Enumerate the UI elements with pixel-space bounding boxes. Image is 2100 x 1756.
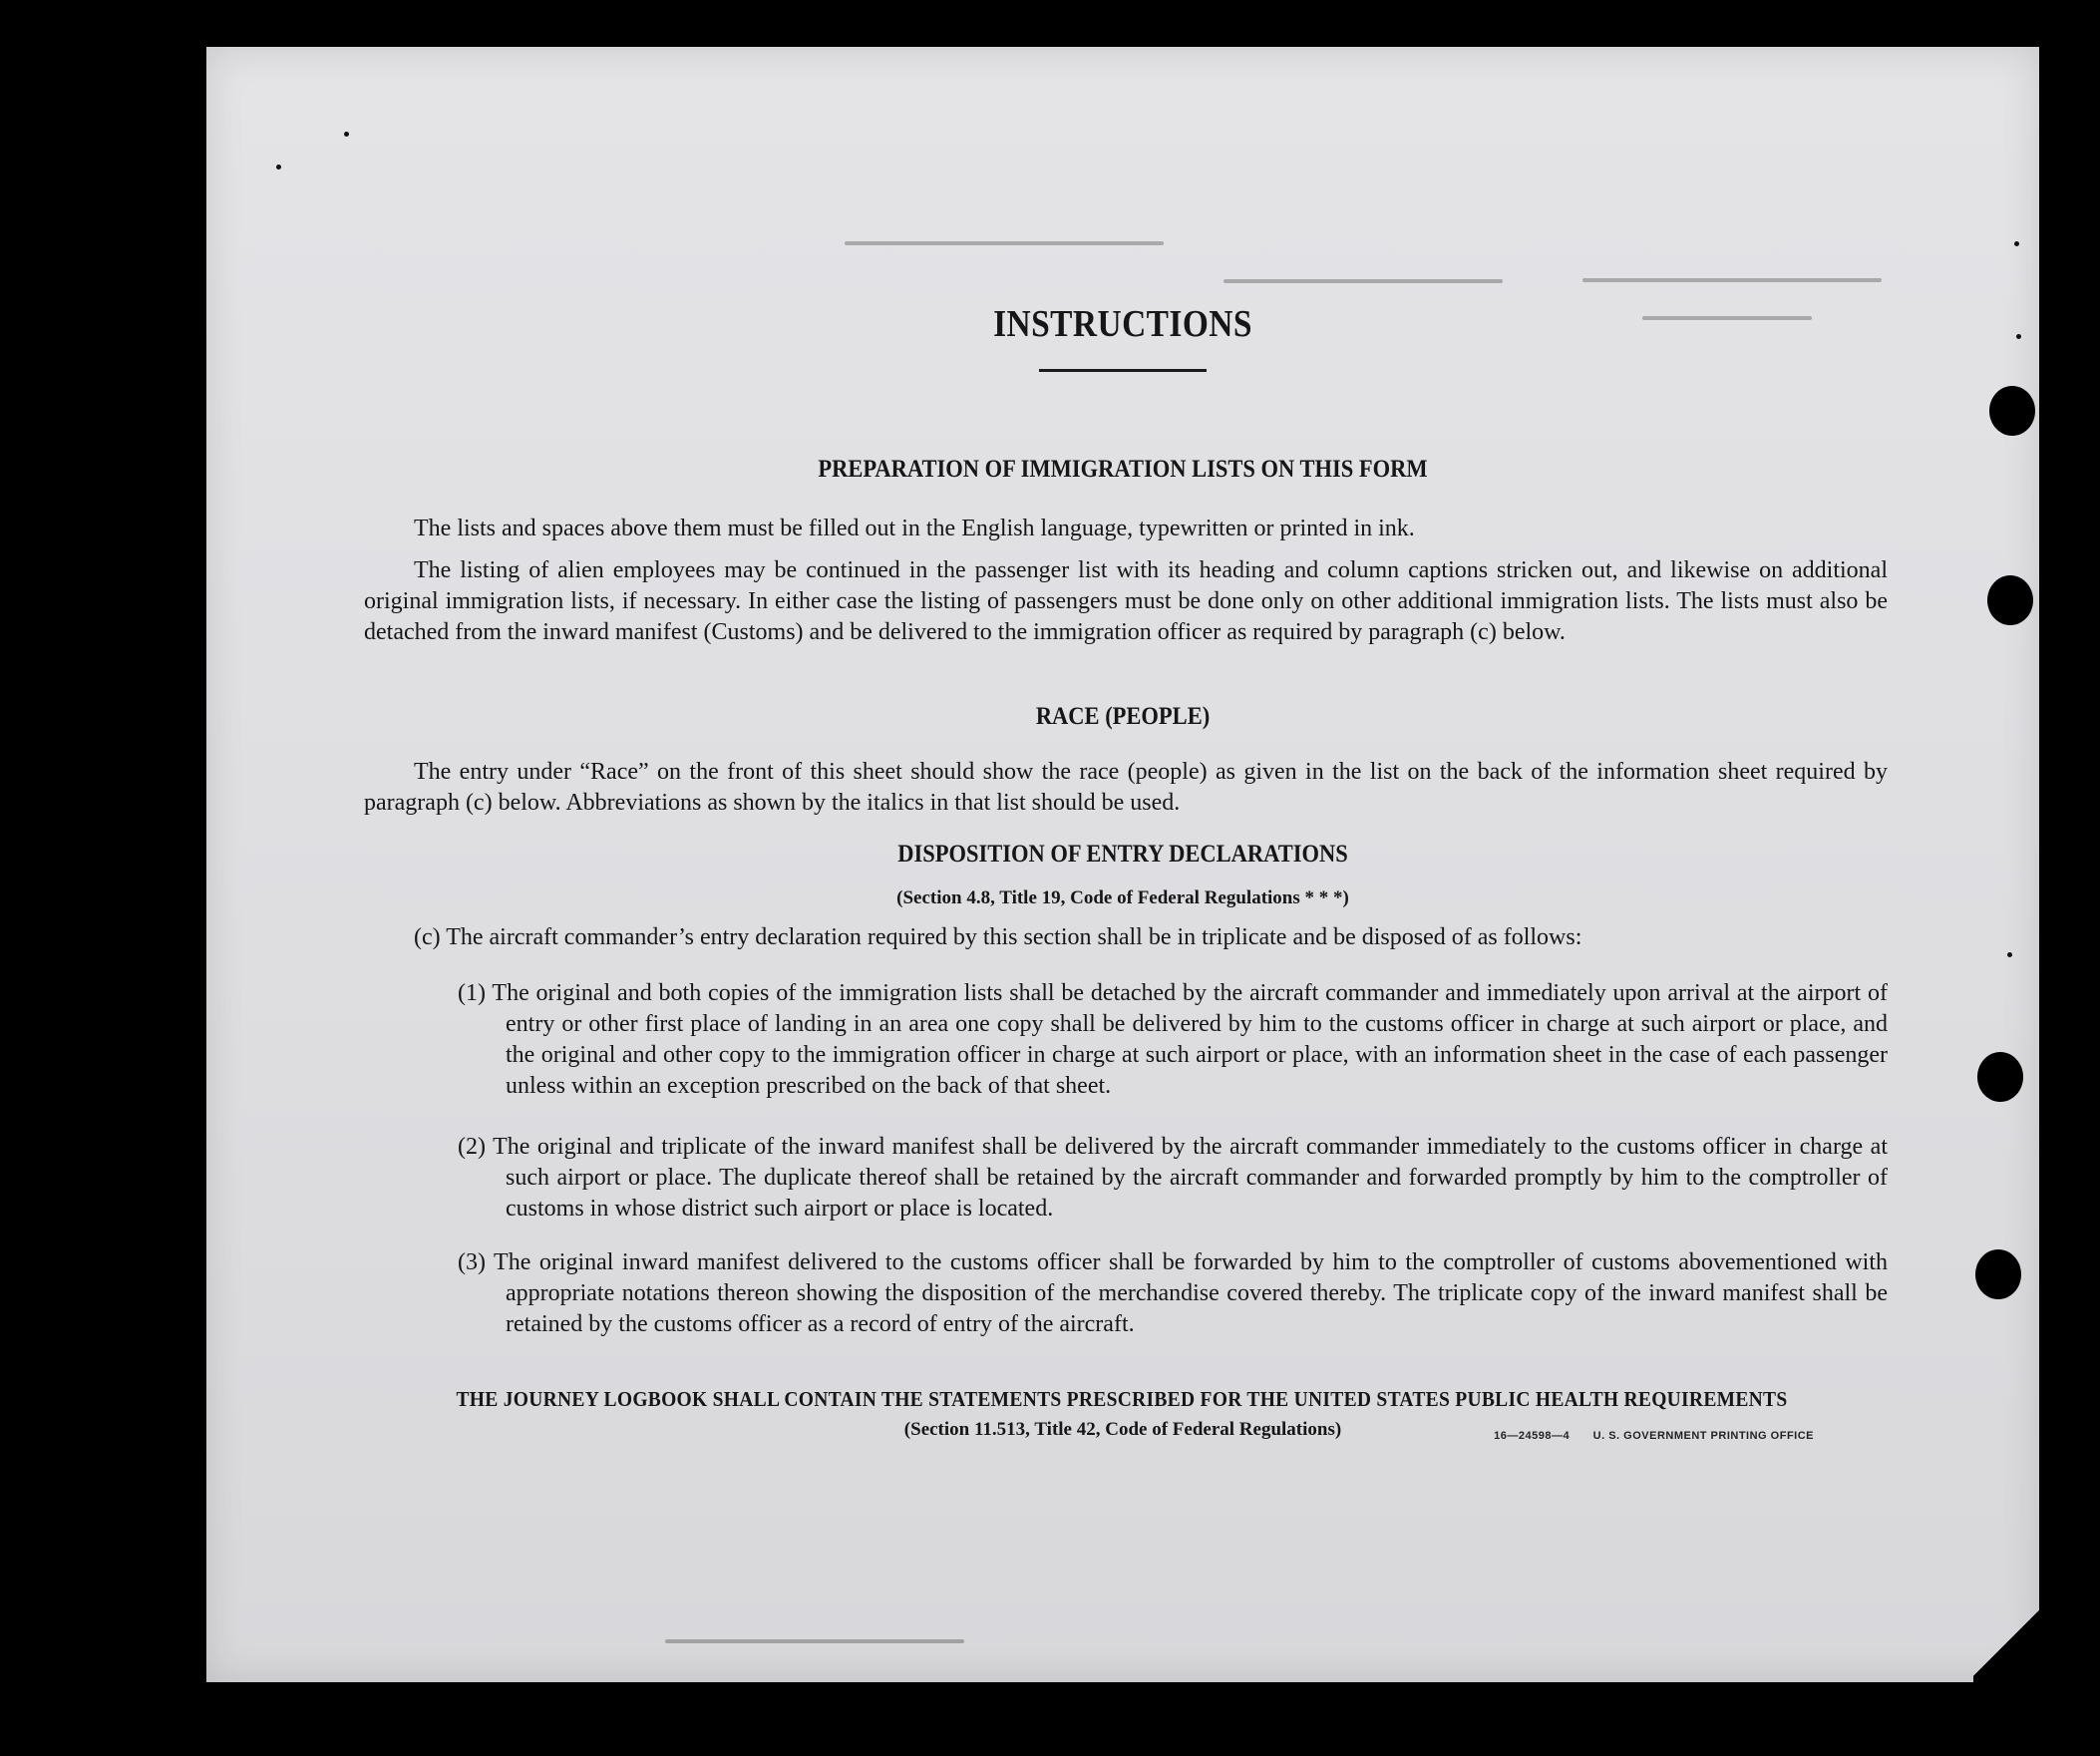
printer-imprint [1494, 1430, 1814, 1442]
item-number: (2) [458, 1134, 486, 1160]
public-health-statement: THE JOURNEY LOGBOOK SHALL CONTAIN THE STATEMENTS PRESCRIBED FOR THE UNITED STATES PUBLIC HEALTH REQUIREMENTS [456, 1387, 1788, 1411]
preparation-paragraph-1: The lists and spaces above them must be filled out in the English language, typewritten or printed in ink. [414, 516, 1415, 541]
punch-hole [1977, 1052, 2023, 1102]
item-text: The original and both copies of the immigration lists shall be detached by the aircraft commander and immediately upon arrival at the airport of entry or other first place of landing in an area one copy shall be delivered by him to the customs officer in charge at such airport or place, and the original and other copy to the immigration officer in charge at such airport or place, with an information sheet in the case of each passenger unless within an exception prescribed on the back of that sheet. [492, 980, 1888, 1099]
speck [2014, 241, 2019, 246]
speck [2016, 334, 2021, 339]
printer-name: U. S. GOVERNMENT PRINTING OFFICE [1592, 1430, 1814, 1442]
faint-bleed-through [665, 1639, 964, 1643]
document-page [206, 47, 2039, 1682]
item-number: (1) [458, 980, 486, 1006]
item-number: (3) [458, 1249, 486, 1275]
item-text: The original and triplicate of the inward manifest shall be delivered by the aircraft commander immediately to the customs officer in charge at such airport or place. The duplicate thereof shall be retained by the aircraft commander and forwarded promptly by him to the comptroller of customs in whose district such airport or place is located. [493, 1134, 1889, 1222]
section-heading-disposition: DISPOSITION OF ENTRY DECLARATIONS [897, 841, 1348, 868]
faint-bleed-through [845, 241, 1164, 245]
disposition-item-3 [458, 1247, 1888, 1340]
punch-hole [1975, 1249, 2021, 1299]
section-heading-race: RACE (PEOPLE) [1035, 703, 1211, 730]
race-paragraph: The entry under “Race” on the front of this sheet should show the race (people) as given in the list on the back of the information sheet required by paragraph (c) below. Abbreviations as shown by the italics in that list should be used. [364, 759, 1888, 816]
speck [344, 132, 349, 137]
public-health-citation: (Section 11.513, Title 42, Code of Federal Regulations) [903, 1419, 1342, 1440]
disposition-citation: (Section 4.8, Title 19, Code of Federal Regulations * * *) [896, 887, 1349, 908]
disposition-item-2 [458, 1132, 1888, 1225]
page-title: INSTRUCTIONS [993, 303, 1252, 345]
disposition-intro: (c) The aircraft commander’s entry declaration required by this section shall be in triplicate and be disposed of as follows: [414, 924, 1582, 950]
section-heading-preparation: PREPARATION OF IMMIGRATION LISTS ON THIS FORM [818, 456, 1428, 483]
disposition-item-1 [458, 978, 1888, 1102]
punch-hole [1989, 386, 2035, 436]
speck [2007, 952, 2012, 957]
preparation-paragraph-2: The listing of alien employees may be continued in the passenger list with its heading and column captions stricken out, and likewise on additional original immigration lists, if necessary. In either case the listing of passengers must be done only on other additional immigration lists. The lists must also be detached from the inward manifest (Customs) and be delivered to the immigration officer as required by paragraph (c) below. [364, 557, 1888, 645]
form-number: 16—24598—4 [1494, 1430, 1571, 1442]
speck [276, 165, 281, 170]
faint-bleed-through [1582, 278, 1882, 282]
punch-hole [1987, 575, 2033, 625]
item-text: The original inward manifest delivered to the customs officer shall be forwarded by him to the comptroller of customs abovementioned with appropriate notations thereon showing the disposition of the merchandise covered thereby. The triplicate copy of the inward manifest shall be retained by the customs officer as a record of entry of the aircraft. [494, 1249, 1888, 1337]
faint-bleed-through [1224, 279, 1503, 283]
title-underline [1039, 369, 1207, 372]
